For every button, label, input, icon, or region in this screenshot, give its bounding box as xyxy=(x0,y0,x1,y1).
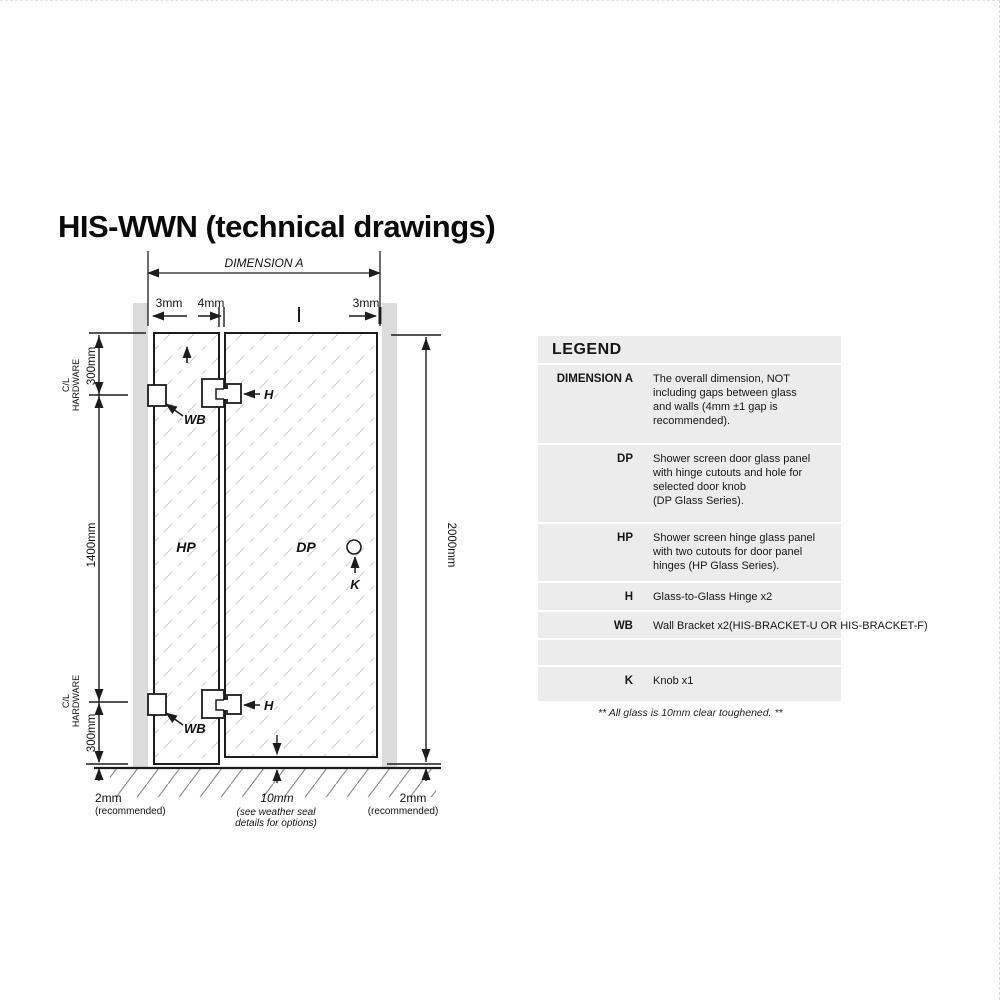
offset-top-label: 300mm xyxy=(86,346,98,386)
legend-term: WB xyxy=(613,620,633,632)
legend-row-empty xyxy=(538,638,841,665)
gap-left-label: 3mm xyxy=(155,296,183,310)
legend-term: DIMENSION A xyxy=(556,373,633,385)
legend-desc: Glass-to-Glass Hinge x2 xyxy=(653,591,773,603)
legend-row-hp xyxy=(538,522,841,581)
legend-footnote: ** All glass is 10mm clear toughened. ** xyxy=(598,707,783,719)
cl-hardware-bottom xyxy=(61,675,81,727)
svg-text:HARDWARE: HARDWARE xyxy=(71,674,81,728)
legend-desc: The overall dimension, NOT including gaps between glass and walls (4mm ±1 gap is recommended). xyxy=(653,373,797,427)
floor-gap-middle-label: 10mm xyxy=(260,791,294,805)
knob-circle xyxy=(347,540,361,554)
right-wall xyxy=(382,303,397,768)
legend-term: H xyxy=(624,591,633,603)
hinge-label-bottom: H xyxy=(264,698,274,713)
gap-middle-label: 4mm xyxy=(197,296,225,310)
floor-gap-middle-note2: details for options) xyxy=(235,818,317,829)
hinge-label-top: H xyxy=(264,387,274,402)
wall-bracket-label-top: WB xyxy=(184,412,206,427)
offset-bottom-label: 300mm xyxy=(86,713,98,753)
technical-drawing xyxy=(50,240,480,840)
floor-gap-middle-note1: (see weather seal xyxy=(236,807,316,818)
floor-gap-right-label: 2mm xyxy=(399,791,427,805)
legend-desc: Knob x1 xyxy=(653,675,694,687)
legend-desc: Shower screen hinge glass panel with two cutouts for door panel hinges (HP Glass Series). xyxy=(653,532,816,572)
hinge-panel-label: HP xyxy=(176,539,196,555)
dimension-a-label: DIMENSION A xyxy=(224,256,304,270)
legend-row-k xyxy=(538,665,841,701)
wall-bracket-top xyxy=(148,385,166,406)
top-gap-dims xyxy=(153,307,380,327)
page-title: HIS-WWN (technical drawings) xyxy=(58,208,496,244)
legend-term: K xyxy=(624,675,633,687)
legend-panel xyxy=(538,336,928,701)
door-panel-label: DP xyxy=(296,539,316,555)
svg-text:C/L: C/L xyxy=(61,693,71,709)
cl-hardware-top xyxy=(61,359,81,411)
hinge-bottom xyxy=(202,690,241,718)
wall-bracket-label-bottom: WB xyxy=(184,721,206,736)
legend-desc: Wall Bracket x2(HIS-BRACKET-U OR HIS-BRACKET-F) xyxy=(653,620,928,632)
floor-gap-left-note: (recommended) xyxy=(95,806,166,817)
gap-right-label: 3mm xyxy=(352,296,380,310)
legend-header: LEGEND xyxy=(552,341,622,358)
wall-bracket-bottom xyxy=(148,694,166,715)
legend-row-wb xyxy=(538,610,928,638)
legend-desc: Shower screen door glass panel with hinge cutouts and hole for selected door knob (DP Glass Series). xyxy=(653,453,811,507)
floor-gap-right-note: (recommended) xyxy=(367,806,439,817)
legend-term: DP xyxy=(617,453,633,465)
legend-term: HP xyxy=(617,532,633,544)
floor-gap-left-label: 2mm xyxy=(95,791,122,805)
knob-label: K xyxy=(350,577,360,592)
hinge-top xyxy=(202,379,241,407)
svg-text:HARDWARE: HARDWARE xyxy=(71,358,81,412)
svg-text:C/L: C/L xyxy=(61,377,71,393)
legend-row-h xyxy=(538,581,841,610)
overall-height-label: 2000mm xyxy=(445,522,457,568)
legend-row-dimension-a xyxy=(538,363,841,443)
span-middle-label: 1400mm xyxy=(86,522,98,568)
left-wall xyxy=(133,303,148,768)
legend-row-dp xyxy=(538,443,841,522)
